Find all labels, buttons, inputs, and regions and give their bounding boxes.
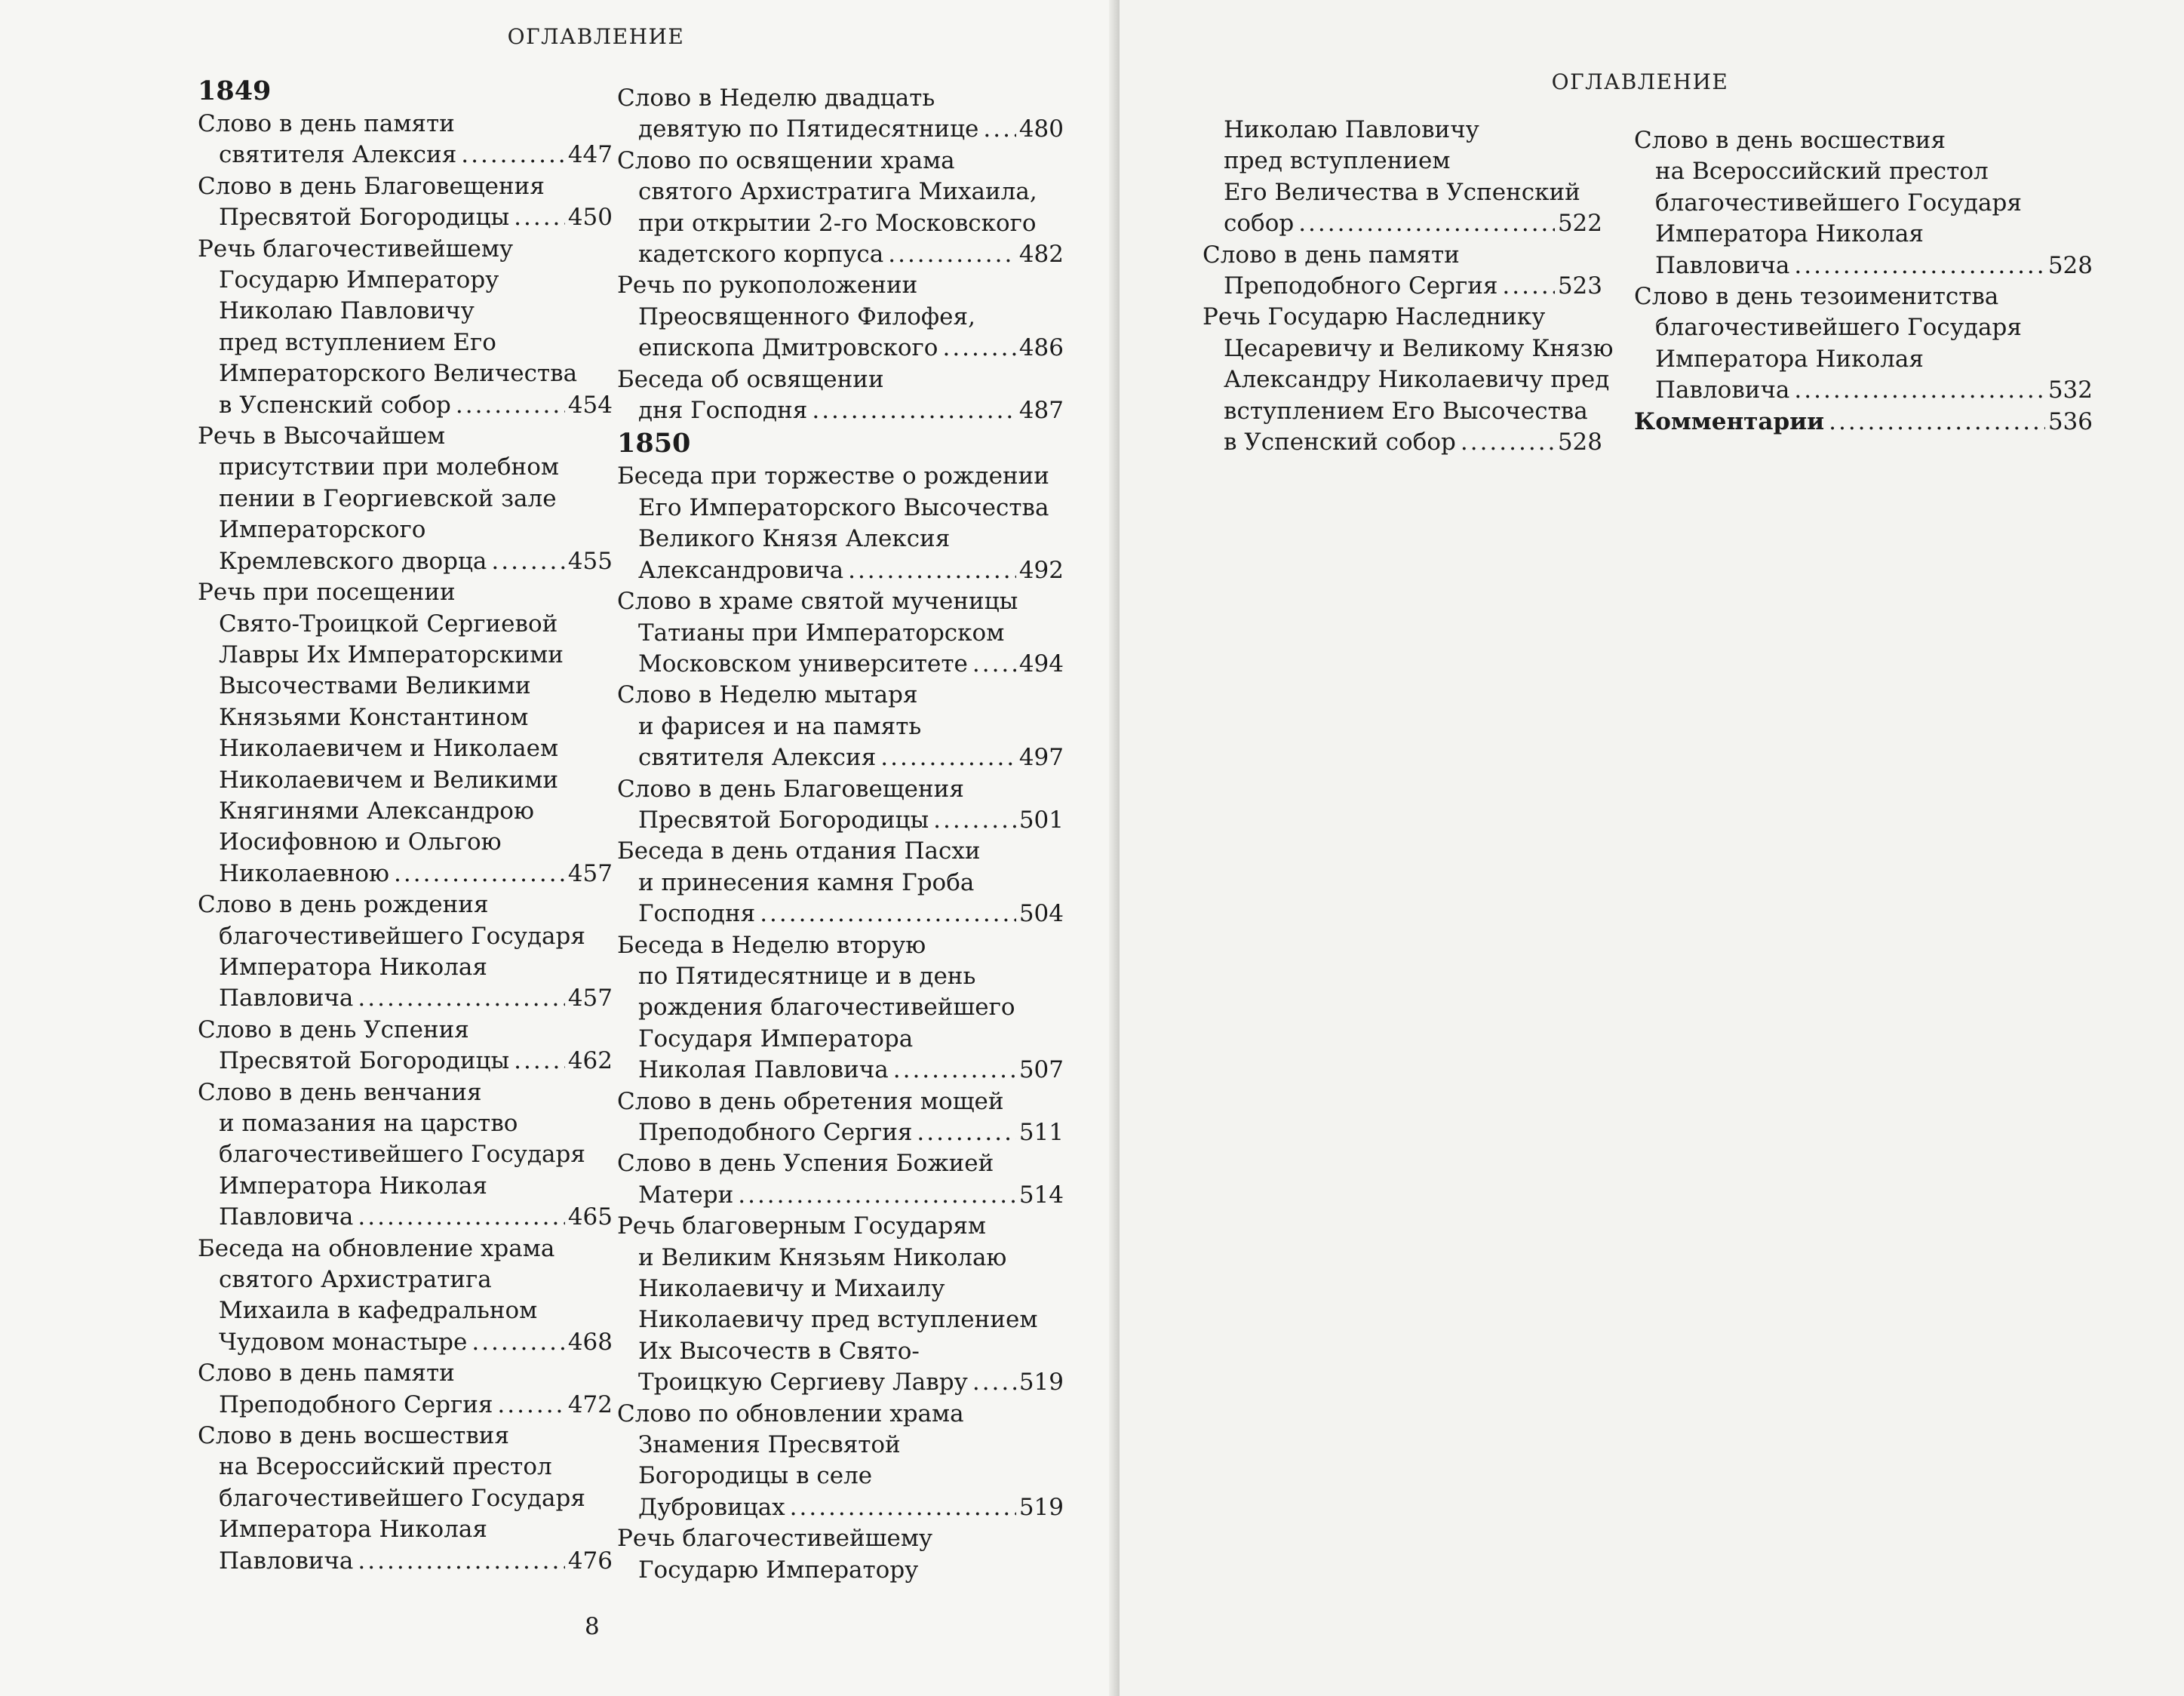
toc-entry-line: Императора Николая: [219, 1516, 487, 1544]
toc-entry-line: Речь благоверным Государям: [617, 1212, 986, 1240]
toc-entry-line: Николаевичу и Михаилу: [638, 1275, 945, 1303]
toc-entry-title-end: святителя Алексия: [638, 744, 877, 772]
toc-entry-final-line: [617, 1180, 1064, 1211]
dot-leader: [888, 239, 1016, 270]
toc-entry-line: Речь в Высочайшем: [198, 422, 446, 450]
toc-entry-line: вступлением Его Высочества: [1224, 397, 1588, 425]
toc-entry-line: Государю Императору: [219, 266, 499, 294]
toc-entry-final-line: [198, 1327, 613, 1358]
page-number-ref: 455: [567, 547, 613, 575]
page-number-ref: 447: [567, 141, 613, 169]
toc-entry-line: Государю Императору: [638, 1556, 919, 1584]
toc-entry: [198, 1015, 613, 1077]
page-number-ref: 497: [1018, 744, 1064, 772]
toc-entry: [617, 364, 1064, 427]
toc-entry-line: Императора Николая: [1655, 345, 1924, 373]
toc-entry: [617, 774, 1064, 837]
dot-leader: [394, 859, 565, 889]
toc-entry-line: Татианы при Императорском: [638, 619, 1005, 647]
toc-entry-line: святого Архистратига: [219, 1266, 492, 1294]
toc-entry: [1634, 125, 2093, 281]
page-number-ref: 501: [1018, 806, 1064, 834]
toc-entry-line: на Всероссийский престол: [1655, 158, 1989, 186]
toc-entry: [198, 1358, 613, 1421]
toc-entry-title-end: Кремлевского дворца: [219, 547, 487, 575]
toc-entry-title-end: Матери: [638, 1181, 734, 1209]
page-number-ref: 468: [567, 1328, 613, 1356]
toc-entry: [617, 1148, 1064, 1211]
toc-entry-line: Слово в день рождения: [198, 891, 489, 919]
page-number-ref: 486: [1018, 334, 1064, 362]
toc-entry: [617, 146, 1064, 271]
toc-entry-line: Слово в день обретения мощей: [617, 1087, 1004, 1115]
page-number-ref: 457: [567, 859, 613, 887]
toc-entry-line: Беседа в день отдания Пасхи: [617, 837, 981, 865]
toc-entry-final-line: [198, 859, 613, 889]
toc-entry: [617, 1086, 1064, 1149]
toc-entry-line: и фарисея и на память: [638, 712, 922, 740]
toc-entry-line: Слово в день венчания: [198, 1078, 482, 1106]
toc-entry-title-end: кадетского корпуса: [638, 241, 884, 269]
toc-entry-final-line: [617, 742, 1064, 773]
toc-entry-line: Слово в день памяти: [198, 110, 455, 137]
toc-entry-final-line: [1634, 407, 2093, 438]
dot-leader: [790, 1492, 1016, 1523]
toc-entry-line: Императора Николая: [219, 953, 487, 981]
left-toc-column-2: [617, 83, 1064, 1586]
toc-entry-final-line: [198, 390, 613, 421]
toc-entry: [617, 83, 1064, 146]
toc-entry-line: Слово в день Благовещения: [617, 775, 964, 803]
dot-leader: [1794, 250, 2044, 281]
page-number-ref: 528: [2047, 251, 2093, 279]
page-number-ref: 480: [1018, 115, 1064, 143]
toc-entry-title-end: Александровича: [638, 556, 844, 584]
toc-entry-line: пред вступлением: [1224, 147, 1451, 175]
toc-entry-title-end: Пресвятой Богородицы: [219, 1047, 510, 1075]
toc-entry-line: Цесаревичу и Великому Князю: [1224, 334, 1614, 362]
dot-leader: [812, 395, 1015, 426]
toc-entry: [617, 680, 1064, 773]
toc-entry: [198, 1234, 613, 1359]
toc-entry: [198, 109, 613, 171]
toc-entry-line: Высочествами Великими: [219, 672, 531, 700]
dot-leader: [917, 1117, 1015, 1148]
toc-entry-line: Иосифовною и Ольгою: [219, 828, 502, 856]
page-number-ref: 457: [567, 985, 613, 1012]
toc-entry-line: Слово в день восшествия: [1634, 127, 1946, 154]
toc-entry-line: Речь благочестивейшему: [198, 235, 514, 263]
toc-entry-final-line: [617, 114, 1064, 145]
page-number-ref: 462: [567, 1047, 613, 1075]
dot-leader: [358, 1202, 564, 1233]
toc-entry: [1203, 115, 1602, 240]
page-number-ref: 528: [1557, 429, 1602, 456]
toc-entry-line: Александру Николаевичу пред: [1224, 366, 1610, 394]
toc-entry-line: и Великим Князьям Николаю: [638, 1243, 1007, 1271]
toc-entry-title-end: в Успенский собор: [219, 391, 451, 419]
page-number-ref: 507: [1018, 1056, 1064, 1084]
left-page-number: 8: [585, 1613, 600, 1640]
toc-entry-title-end: Павловича: [219, 1547, 354, 1575]
dot-leader: [848, 555, 1016, 586]
toc-entry-title-end: святителя Алексия: [219, 141, 457, 169]
toc-entry-line: Императора Николая: [219, 1172, 487, 1200]
toc-entry-title-end: епископа Дмитровского: [638, 334, 938, 362]
page-number-ref: 523: [1557, 272, 1602, 300]
dot-leader: [893, 1055, 1016, 1086]
toc-entry-line: Преосвященного Филофея,: [638, 303, 975, 330]
dot-leader: [738, 1180, 1016, 1211]
toc-entry-title-end: Николая Павловича: [638, 1056, 889, 1084]
toc-entry-title-end: девятую по Пятидесятнице: [638, 115, 979, 143]
dot-leader: [461, 140, 565, 171]
toc-entry-line: благочестивейшего Государя: [219, 1141, 585, 1169]
toc-entry-title-end: Павловича: [1655, 376, 1790, 404]
toc-entry-title-end: Комментарии: [1634, 407, 1825, 435]
dot-leader: [880, 742, 1016, 773]
dot-leader: [491, 546, 564, 577]
dot-leader: [1794, 375, 2044, 406]
toc-entry-line: на Всероссийский престол: [219, 1453, 552, 1481]
toc-entry-line: Слово в день памяти: [198, 1360, 455, 1387]
dot-leader: [972, 1367, 1016, 1398]
toc-entry-final-line: [1203, 271, 1602, 302]
toc-entry-title-end: собор: [1224, 210, 1295, 238]
right-page-header: ОГЛАВЛЕНИЕ: [1551, 69, 1729, 94]
toc-entry: [617, 930, 1064, 1086]
toc-entry-title-end: Дубровицах: [638, 1493, 785, 1521]
toc-entry-final-line: [1634, 250, 2093, 281]
toc-entry: [617, 1399, 1064, 1524]
toc-entry-line: Великого Князя Алексия: [638, 525, 951, 553]
toc-entry-line: Императорского: [219, 516, 426, 544]
toc-entry-final-line: [198, 202, 613, 233]
toc-entry-title-end: дня Господня: [638, 397, 808, 425]
toc-entry-final-line: [198, 1546, 613, 1577]
toc-entry-title-end: Преподобного Сергия: [638, 1119, 913, 1146]
toc-entry-line: Николаевичем и Великими: [219, 766, 558, 794]
toc-entry-line: благочестивейшего Государя: [1655, 314, 2022, 342]
toc-entry-line: рождения благочестивейшего: [638, 994, 1015, 1022]
page-number-ref: 504: [1018, 900, 1064, 928]
toc-entry-final-line: [617, 649, 1064, 680]
toc-entry: [617, 461, 1064, 586]
toc-entry: [1203, 302, 1614, 458]
toc-entry-final-line: [617, 395, 1064, 426]
toc-entry-title-end: Преподобного Сергия: [219, 1390, 493, 1418]
dot-leader: [1461, 427, 1555, 458]
toc-entry-line: и помазания на царство: [219, 1110, 518, 1137]
dot-leader: [983, 114, 1015, 145]
toc-entry-line: Речь при посещении: [198, 579, 456, 607]
toc-entry-title-end: Троицкую Сергиеву Лавру: [638, 1369, 968, 1396]
toc-entry-line: Слово в храме святой мученицы: [617, 588, 1018, 616]
toc-entry: [198, 889, 613, 1015]
right-toc-column-1: [1203, 115, 1614, 458]
toc-entry-line: Речь благочестивейшему: [617, 1525, 933, 1553]
dot-leader: [933, 805, 1016, 836]
dot-leader: [1829, 407, 2045, 438]
toc-entry: [617, 586, 1064, 680]
toc-entry-line: Николаевичу пред вступлением: [638, 1306, 1038, 1334]
toc-entry-line: Николаевичем и Николаем: [219, 735, 559, 763]
left-page-header: ОГЛАВЛЕНИЕ: [507, 24, 685, 49]
page-number-ref: 487: [1018, 397, 1064, 425]
toc-entry-line: Слово в Неделю двадцать: [617, 84, 935, 112]
toc-entry: [617, 1523, 1064, 1586]
toc-entry-line: Николаю Павловичу: [219, 297, 475, 325]
toc-entry-line: Его Величества в Успенский: [1224, 178, 1580, 206]
toc-entry: [198, 577, 613, 889]
toc-entry-line: Слово в день тезоименитства: [1634, 283, 1999, 311]
toc-entry-final-line: [617, 333, 1064, 364]
toc-entry-line: Слово в день Успения Божией: [617, 1150, 994, 1178]
dot-leader: [358, 983, 564, 1014]
dot-leader: [514, 1046, 565, 1077]
page-number-ref: 454: [567, 391, 613, 419]
toc-entry-line: Императорского Величества: [219, 360, 578, 388]
toc-entry-final-line: [1203, 208, 1602, 239]
toc-entry-final-line: [198, 1046, 613, 1077]
toc-entry: [198, 234, 613, 421]
toc-entry-line: святого Архистратига Михаила,: [638, 178, 1037, 206]
toc-entry-title-end: Преподобного Сергия: [1224, 272, 1498, 300]
dot-leader: [456, 390, 565, 421]
toc-entry-line: Беседа на обновление храма: [198, 1234, 555, 1262]
toc-entry-line: Государя Императора: [638, 1025, 914, 1052]
page-number-ref: 532: [2047, 376, 2093, 404]
page-number-ref: 519: [1018, 1493, 1064, 1521]
toc-entry-title-end: Николаевною: [219, 859, 390, 887]
page-number-ref: 465: [567, 1203, 613, 1231]
toc-entry: [1203, 240, 1602, 303]
toc-entry-line: присутствии при молебном: [219, 453, 559, 481]
toc-entry-line: Слово в день Успения: [198, 1015, 469, 1043]
toc-entry-final-line: [617, 555, 1064, 586]
toc-entry-line: благочестивейшего Государя: [219, 922, 585, 950]
toc-entry: [198, 171, 613, 234]
right-toc-column-2: [1634, 125, 2093, 438]
right-page: [1120, 0, 2184, 1696]
toc-entry-line: Слово в Неделю мытаря: [617, 681, 918, 709]
toc-entry-line: Слово по обновлении храма: [617, 1400, 964, 1427]
page-number-ref: 482: [1018, 241, 1064, 269]
toc-entry-line: пред вступлением Его: [219, 328, 496, 356]
toc-entry-line: Беседа при торжестве о рождении: [617, 462, 1049, 490]
toc-entry-line: Знамения Пресвятой: [638, 1431, 901, 1459]
year-heading: 1850: [617, 428, 691, 459]
toc-entry-title-end: Московском университете: [638, 650, 968, 677]
toc-entry-line: Николаю Павловичу: [1224, 116, 1479, 143]
toc-entry-final-line: [198, 1390, 613, 1421]
toc-entry: [617, 1211, 1064, 1398]
dot-leader: [358, 1546, 564, 1577]
dot-leader: [972, 649, 1016, 680]
toc-entry-final-line: [617, 899, 1064, 929]
toc-entry: [1634, 281, 2093, 407]
toc-entry: [1634, 407, 2093, 438]
dot-leader: [1502, 271, 1554, 302]
toc-entry-final-line: [198, 140, 613, 171]
toc-entry-final-line: [617, 1117, 1064, 1148]
toc-entry-final-line: [617, 1367, 1064, 1398]
page-number-ref: 511: [1018, 1119, 1064, 1146]
toc-entry-title-end: Господня: [638, 900, 756, 928]
toc-entry-final-line: [617, 239, 1064, 270]
toc-entry-final-line: [198, 983, 613, 1014]
toc-entry-final-line: [617, 1492, 1064, 1523]
toc-entry-title-end: Пресвятой Богородицы: [638, 806, 929, 834]
toc-entry-line: и принесения камня Гроба: [638, 868, 975, 896]
dot-leader: [942, 333, 1015, 364]
toc-entry-line: Слово в день Благовещения: [198, 172, 545, 200]
toc-entry-line: Речь по рукоположении: [617, 272, 918, 300]
toc-entry-final-line: [1203, 427, 1602, 458]
dot-leader: [1298, 208, 1555, 239]
toc-entry-title-end: Павловича: [219, 1203, 354, 1231]
page-number-ref: 472: [567, 1390, 613, 1418]
toc-entry-final-line: [617, 1055, 1064, 1086]
toc-entry-title-end: в Успенский собор: [1224, 429, 1456, 456]
page-number-ref: 514: [1018, 1181, 1064, 1209]
dot-leader: [514, 202, 565, 233]
toc-entry-line: Князьями Константином: [219, 703, 529, 731]
dot-leader: [760, 899, 1016, 929]
toc-entry-line: Слово по освящении храма: [617, 146, 955, 174]
page-number-ref: 522: [1557, 210, 1602, 238]
toc-entry-line: Их Высочеств в Свято-: [638, 1337, 920, 1365]
toc-entry-line: при открытии 2-го Московского: [638, 209, 1037, 237]
page-number-ref: 494: [1018, 650, 1064, 677]
toc-entry-line: благочестивейшего Государя: [1655, 189, 2022, 217]
toc-entry: [198, 1077, 613, 1234]
page-number-ref: 519: [1018, 1369, 1064, 1396]
toc-entry-line: Беседа в Неделю вторую: [617, 931, 926, 959]
toc-entry-line: по Пятидесятнице и в день: [638, 962, 976, 990]
toc-entry-line: Речь Государю Наследнику: [1203, 303, 1546, 331]
toc-entry: [198, 1421, 613, 1577]
toc-entry: [617, 836, 1064, 929]
toc-entry-title-end: Павловича: [1655, 251, 1790, 279]
toc-entry-line: Свято-Троицкой Сергиевой: [219, 610, 558, 638]
toc-entry-title-end: Чудовом монастыре: [219, 1328, 468, 1356]
toc-entry: [198, 421, 613, 577]
page-number-ref: 450: [567, 204, 613, 232]
year-heading: 1849: [198, 75, 272, 106]
toc-entry-line: Беседа об освящении: [617, 365, 884, 393]
dot-leader: [472, 1327, 564, 1358]
toc-entry-final-line: [617, 805, 1064, 836]
page-number-ref: 492: [1018, 556, 1064, 584]
toc-entry-line: Императора Николая: [1655, 220, 1924, 248]
toc-entry-line: Княгинями Александрою: [219, 797, 534, 825]
toc-entry-title-end: Пресвятой Богородицы: [219, 204, 510, 232]
toc-entry-final-line: [1634, 375, 2093, 406]
toc-entry-line: Слово в день памяти: [1203, 241, 1460, 269]
toc-entry-line: Лавры Их Императорскими: [219, 641, 564, 668]
toc-entry-title-end: Павловича: [219, 985, 354, 1012]
left-toc-column-1: [198, 74, 613, 1577]
page-number-ref: 536: [2047, 407, 2093, 435]
toc-entry-line: благочестивейшего Государя: [219, 1484, 585, 1512]
toc-entry-line: Его Императорского Высочества: [638, 493, 1049, 521]
toc-entry-final-line: [198, 546, 613, 577]
page-number-ref: 476: [567, 1547, 613, 1575]
toc-entry-line: Богородицы в селе: [638, 1462, 873, 1490]
toc-entry: [617, 270, 1064, 364]
dot-leader: [497, 1390, 564, 1421]
toc-entry-line: пении в Георгиевской зале: [219, 484, 557, 512]
toc-entry-final-line: [198, 1202, 613, 1233]
toc-entry-line: Слово в день восшествия: [198, 1422, 510, 1450]
toc-entry-line: Михаила в кафедральном: [219, 1297, 538, 1325]
